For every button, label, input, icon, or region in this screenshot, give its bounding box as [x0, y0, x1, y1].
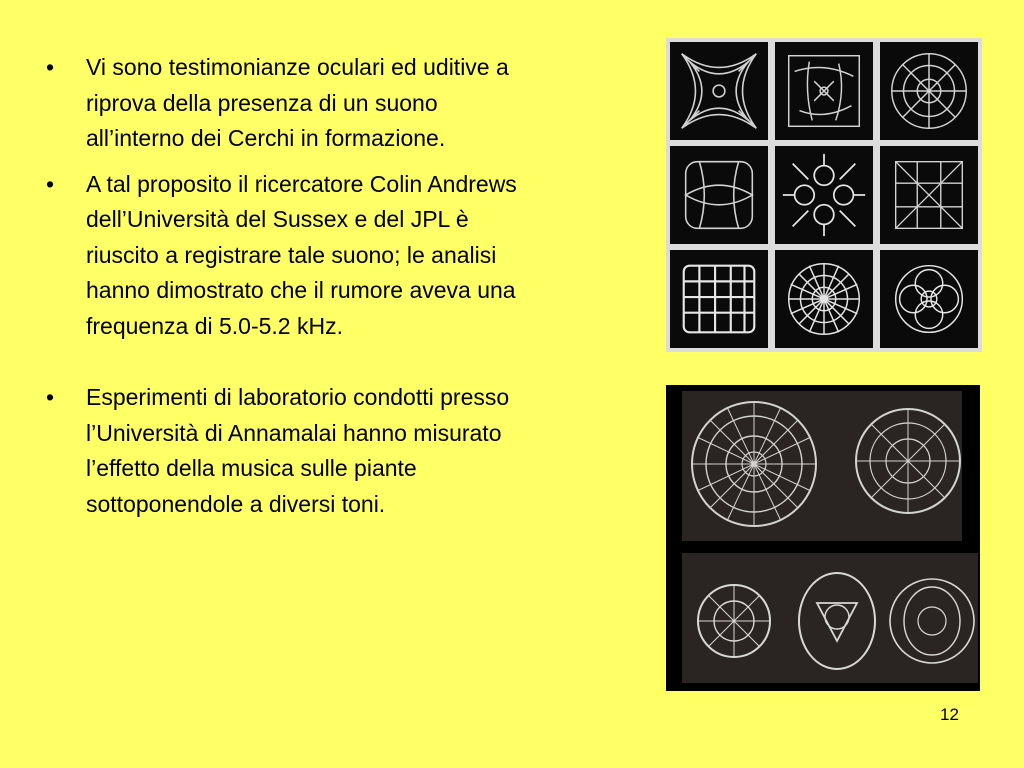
- bullet-line: sottoponendole a diversi toni.: [86, 490, 386, 517]
- bullet-marker: •: [46, 170, 55, 197]
- bullet-line: riprova della presenza di un suono: [86, 89, 438, 116]
- diatom-pattern-photo: [666, 385, 980, 691]
- bullet-line: Vi sono testimonianze oculari ed uditive a: [86, 54, 509, 80]
- bullet-line: dell’Università del Sussex e del JPL è: [86, 206, 469, 232]
- bullet-line: riuscito a registrare tale suono; le analisi: [86, 241, 497, 268]
- page-number: 12: [940, 705, 959, 724]
- bullet-line: hanno dimostrato che il rumore aveva una: [86, 277, 516, 303]
- cymatic-tile: [880, 42, 978, 140]
- bullet-marker: •: [46, 54, 55, 80]
- photo-panel-bottom: [682, 553, 978, 683]
- bullet-line: all’interno dei Cerchi in formazione.: [86, 125, 446, 151]
- bullet-line: frequenza di 5.0-5.2 kHz.: [86, 312, 343, 339]
- bullet-line: A tal proposito il ricercatore Colin Andrews: [86, 170, 517, 197]
- bullet-line: l’Università di Annamalai hanno misurato: [86, 419, 502, 446]
- cymatic-tile: [670, 250, 768, 348]
- cymatic-tile: [775, 250, 873, 348]
- bullet-line: Esperimenti di laboratorio condotti presso: [86, 384, 510, 410]
- cymatic-tile: [880, 250, 978, 348]
- bullet-marker: •: [46, 384, 55, 410]
- cymatic-tile: [880, 146, 978, 244]
- bullet-item: [42, 167, 602, 345]
- bullet-line: l’effetto della musica sulle piante: [86, 455, 417, 481]
- cymatic-tile: [775, 146, 873, 244]
- bullet-list: [42, 50, 602, 522]
- bullet-item: [42, 380, 602, 522]
- cymatic-tile: [775, 42, 873, 140]
- bullet-item: [42, 50, 602, 157]
- photo-panel-top: [682, 391, 962, 541]
- cymatic-pattern-grid-image: [666, 38, 982, 352]
- cymatic-tile: [670, 146, 768, 244]
- cymatic-tile: [670, 42, 768, 140]
